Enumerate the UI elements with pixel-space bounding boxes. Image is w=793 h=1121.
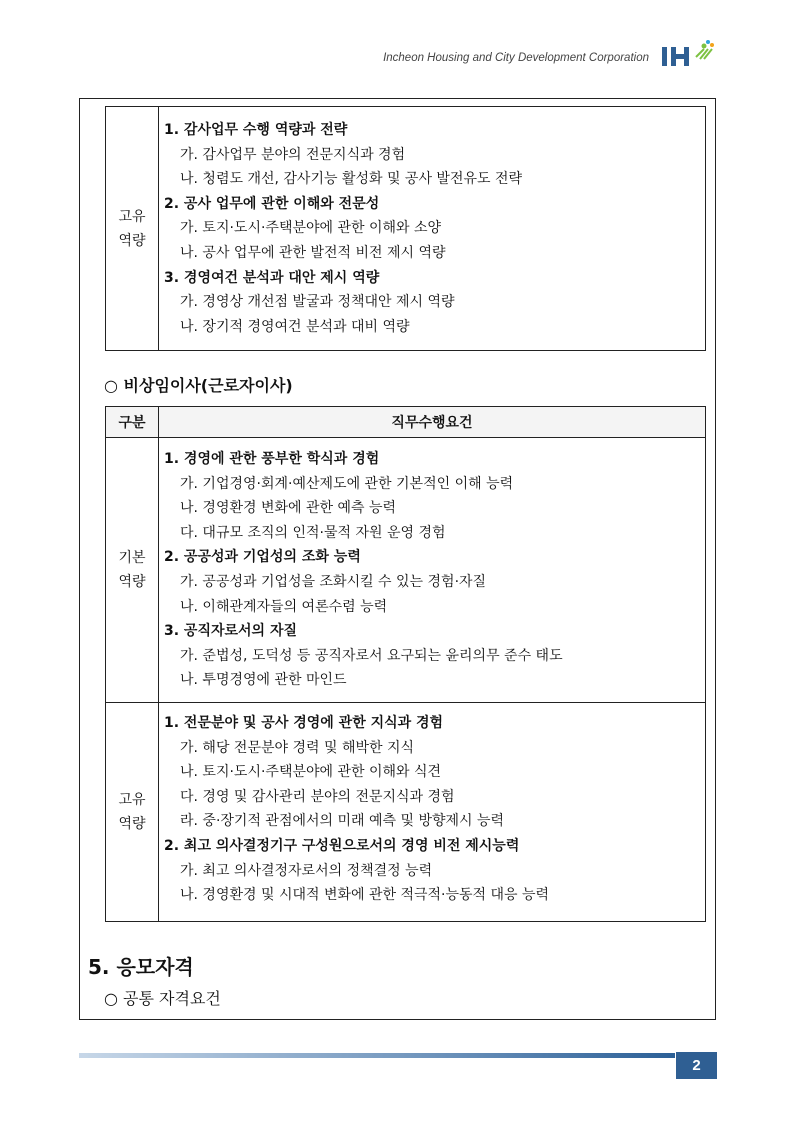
requirement-item: 나. 장기적 경영여건 분석과 대비 역량 [180, 318, 410, 335]
category-cell [106, 703, 159, 921]
ih-logo [660, 37, 720, 71]
requirements-list [164, 447, 699, 693]
requirement-item: 나. 토지·도시·주택분야에 관한 이해와 식견 [180, 764, 442, 781]
requirement-item: 나. 공사 업무에 관한 발전적 비전 제시 역량 [180, 244, 446, 261]
requirements-list [164, 118, 699, 339]
category-label-line1: 기본 [118, 550, 146, 566]
category-label-line2: 역량 [118, 574, 146, 590]
director-requirements-table [105, 406, 706, 922]
requirement-item: 가. 경영상 개선점 발굴과 정책대안 제시 역량 [180, 294, 455, 311]
requirement-item: 다. 대규모 조직의 인적·물적 자원 운영 경험 [180, 524, 446, 541]
page-number: 2 [676, 1052, 717, 1079]
requirement-item: 나. 이해관계자들의 여론수렴 능력 [180, 598, 388, 615]
requirement-item: 가. 토지·도시·주택분야에 관한 이해와 소양 [180, 220, 442, 237]
requirement-item: 가. 준법성, 도덕성 등 공직자로서 요구되는 윤리의무 준수 태도 [180, 647, 563, 664]
requirement-heading: 1. 전문분야 및 공사 경영에 관한 지식과 경험 [164, 715, 444, 731]
requirement-item: 다. 경영 및 감사관리 분야의 전문지식과 경험 [180, 788, 455, 805]
header-org-name: Incheon Housing and City Development Corporation [383, 52, 649, 64]
table-row-unique [106, 703, 705, 921]
requirement-heading: 3. 경영여건 분석과 대안 제시 역량 [164, 269, 380, 286]
category-label-line2: 역량 [118, 232, 146, 249]
section-5-title: 5. 응모자격 [88, 955, 194, 979]
requirement-item: 나. 청렴도 개선, 감사기능 활성화 및 공사 발전유도 전략 [180, 171, 523, 188]
requirement-heading: 3. 공직자로서의 자질 [164, 623, 297, 640]
header-col-category: 구분 [106, 407, 159, 437]
category-label-line2: 역량 [118, 816, 146, 832]
requirements-list [164, 711, 699, 908]
section-5-subtitle: ○ 공통 자격요건 [104, 989, 221, 1008]
requirement-item: 가. 해당 전문분야 경력 및 해박한 지식 [180, 739, 415, 756]
requirement-item: 가. 공공성과 기업성을 조화시킬 수 있는 경험·자질 [180, 573, 487, 590]
requirement-heading: 1. 경영에 관한 풍부한 학식과 경험 [164, 451, 380, 467]
section-title-nonstanding-director: ○ 비상임이사(근로자이사) [104, 376, 293, 395]
requirement-item: 라. 중·장기적 관점에서의 미래 예측 및 방향제시 능력 [180, 813, 505, 830]
requirement-item: 나. 경영환경 변화에 관한 예측 능력 [180, 500, 397, 517]
category-label-line1: 고유 [118, 792, 146, 808]
requirement-item: 나. 경영환경 및 시대적 변화에 관한 적극적·능동적 대응 능력 [180, 887, 550, 904]
audit-competency-table [105, 106, 706, 351]
category-label-line1: 고유 [118, 208, 146, 225]
requirement-item: 가. 기업경영·회계·예산제도에 관한 기본적인 이해 능력 [180, 475, 514, 492]
requirement-item: 가. 최고 의사결정자로서의 정책결정 능력 [180, 862, 433, 879]
requirement-heading: 1. 감사업무 수행 역량과 전략 [164, 122, 348, 138]
table-row-basic [106, 438, 705, 703]
requirement-heading: 2. 공사 업무에 관한 이해와 전문성 [164, 195, 380, 212]
requirement-heading: 2. 공공성과 기업성의 조화 능력 [164, 549, 361, 566]
requirement-heading: 2. 최고 의사결정기구 구성원으로서의 경영 비전 제시능력 [164, 837, 520, 854]
footer-bar [79, 1053, 675, 1058]
requirement-item: 가. 감사업무 분야의 전문지식과 경험 [180, 146, 406, 163]
header-col-requirements: 직무수행요건 [391, 415, 473, 431]
table-header-row [106, 407, 705, 438]
category-cell [106, 107, 159, 350]
requirement-item: 나. 투명경영에 관한 마인드 [180, 672, 347, 689]
category-cell [106, 438, 159, 702]
